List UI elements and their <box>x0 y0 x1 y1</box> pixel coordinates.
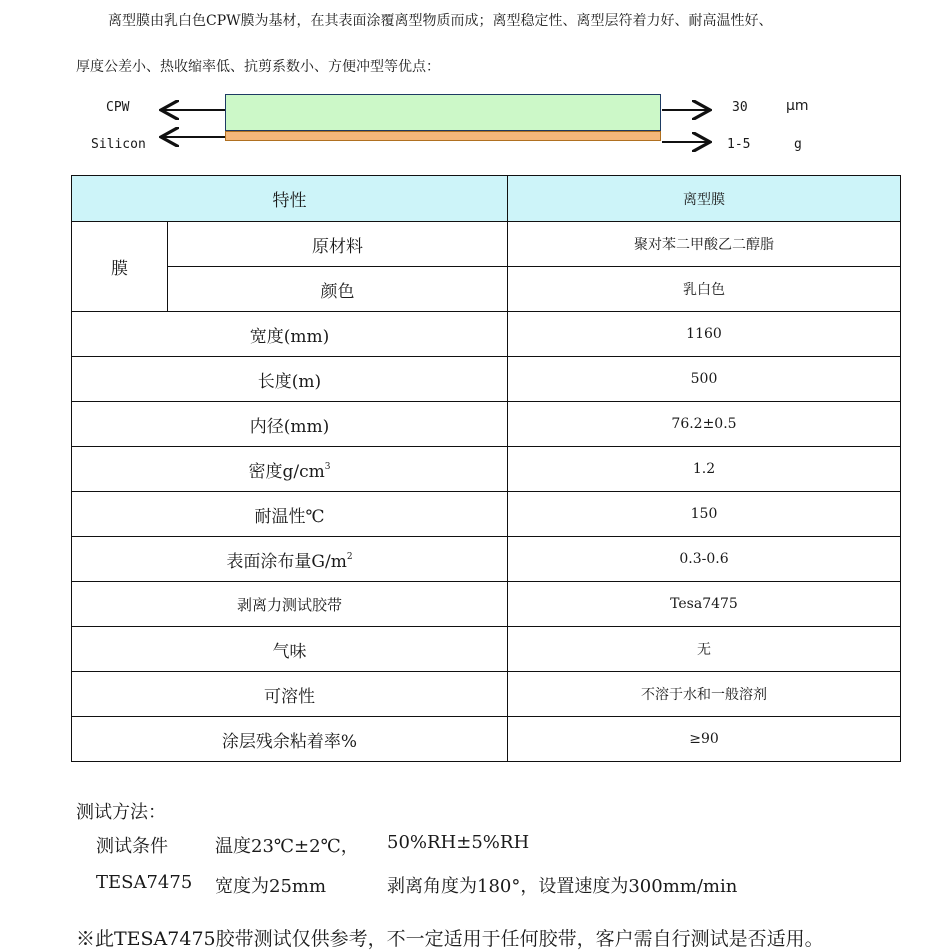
table-row <box>72 627 901 672</box>
spec-table <box>71 175 901 762</box>
row-property: 剥离力测试胶带 <box>72 582 508 627</box>
row-property: 内径(mm) <box>72 402 508 447</box>
row-property: 颜色 <box>168 267 508 312</box>
test-condition-label: 测试条件 <box>96 836 168 857</box>
cpw-thickness: 30 <box>732 100 748 115</box>
row-property: 可溶性 <box>72 672 508 717</box>
test-method-title: 测试方法： <box>76 802 166 823</box>
row-value: 1.2 <box>508 447 901 492</box>
table-row <box>72 717 901 762</box>
row-property: 耐温性℃ <box>72 492 508 537</box>
film-group-label: 膜 <box>72 222 168 312</box>
table-row <box>72 267 901 312</box>
row-value: 150 <box>508 492 901 537</box>
row-value: Tesa7475 <box>508 582 901 627</box>
density-superscript: 3 <box>324 461 331 472</box>
silicon-label: Silicon <box>91 137 146 152</box>
row-property: 气味 <box>72 627 508 672</box>
disclaimer-note: ※此TESA7475胶带测试仅供参考，不一定适用于任何胶带，客户需自行测试是否适用。 <box>76 928 824 950</box>
row-value: 无 <box>508 627 901 672</box>
cpw-label: CPW <box>106 100 130 115</box>
row-value: 1160 <box>508 312 901 357</box>
table-row <box>72 402 901 447</box>
cpw-layer <box>225 94 661 131</box>
row-property: 宽度(mm) <box>72 312 508 357</box>
layer-diagram <box>0 88 950 160</box>
tesa-label: TESA7475 <box>96 872 193 893</box>
row-value: 0.3-0.6 <box>508 537 901 582</box>
table-row <box>72 582 901 627</box>
table-header-row <box>72 176 901 222</box>
density-label: 密度g/cm <box>248 461 325 482</box>
row-value: 76.2±0.5 <box>508 402 901 447</box>
silicon-amount: 1-5 <box>727 137 751 152</box>
silicon-unit: g <box>794 137 802 152</box>
row-property: 长度(m) <box>72 357 508 402</box>
table-row <box>72 447 901 492</box>
table-row <box>72 672 901 717</box>
header-property: 特性 <box>72 176 508 222</box>
header-value: 离型膜 <box>508 176 901 222</box>
row-property <box>72 447 508 492</box>
test-condition-temp: 温度23℃±2℃， <box>215 836 359 857</box>
row-property <box>72 537 508 582</box>
table-row <box>72 222 901 267</box>
row-value: 聚对苯二甲酸乙二醇脂 <box>508 222 901 267</box>
cpw-unit: μm <box>786 98 809 114</box>
table-row <box>72 312 901 357</box>
row-value: 不溶于水和一般溶剂 <box>508 672 901 717</box>
row-value: 500 <box>508 357 901 402</box>
row-value: ≥90 <box>508 717 901 762</box>
row-property: 涂层残余粘着率% <box>72 717 508 762</box>
table-row <box>72 357 901 402</box>
tesa-width: 宽度为25mm <box>215 876 327 897</box>
table-row <box>72 492 901 537</box>
silicon-layer <box>225 131 661 141</box>
coating-superscript: 2 <box>346 551 353 562</box>
table-row <box>72 537 901 582</box>
intro-line-2: 厚度公差小、热收缩率低、抗剪系数小、方便冲型等优点： <box>76 59 440 75</box>
test-condition-rh: 50%RH±5%RH <box>387 832 530 853</box>
tesa-detail: 剥离角度为180°，设置速度为300mm/min <box>387 876 738 897</box>
coating-label: 表面涂布量G/m <box>226 551 347 572</box>
row-value: 乳白色 <box>508 267 901 312</box>
intro-line-1: 离型膜由乳白色CPW膜为基材，在其表面涂覆离型物质而成；离型稳定性、离型层符着力好、耐高温性好、 <box>108 13 773 29</box>
row-property: 原材料 <box>168 222 508 267</box>
